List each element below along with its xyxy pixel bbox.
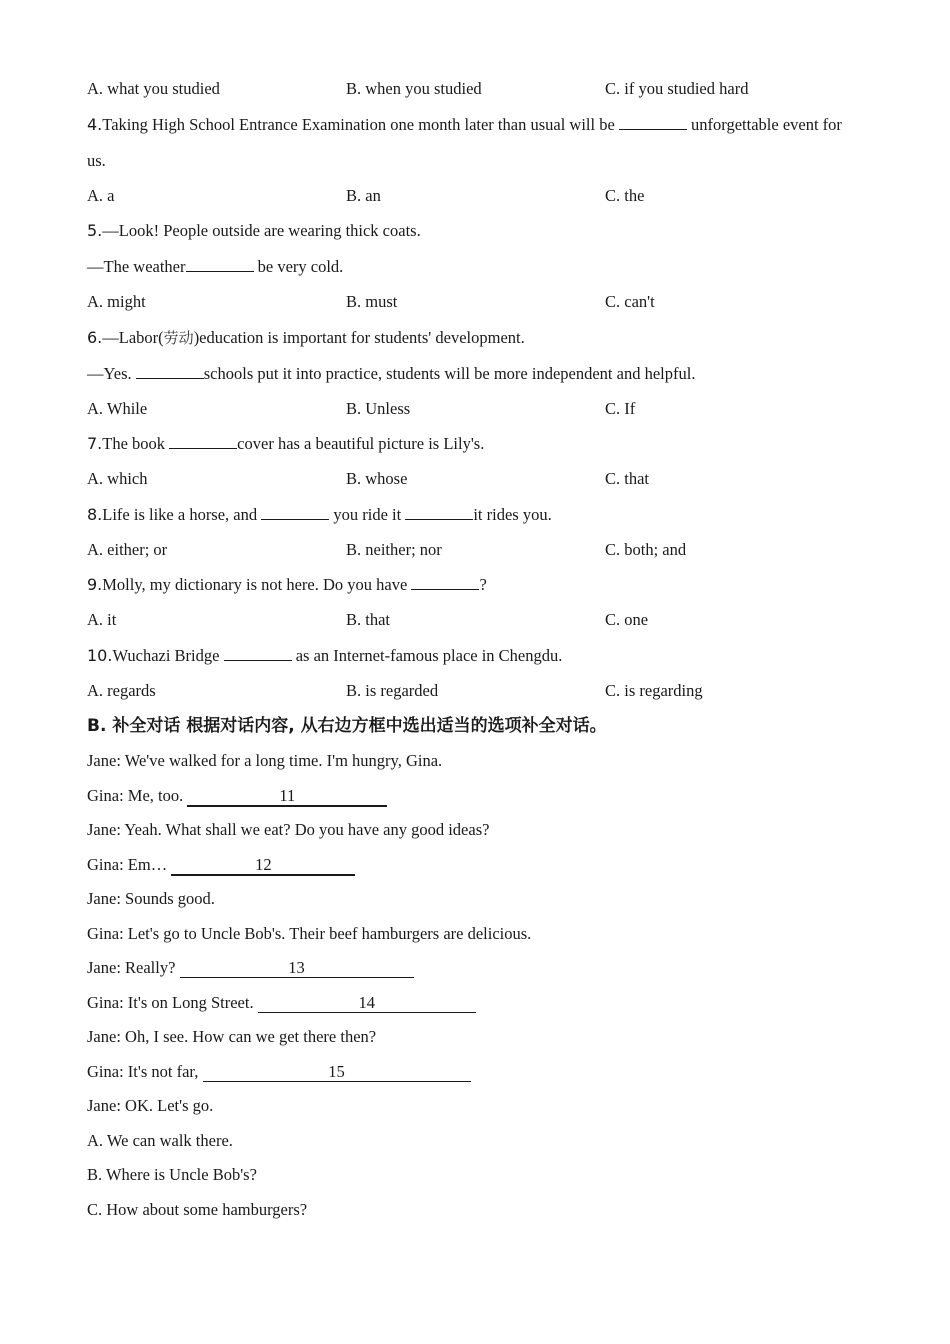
- q9-options: [87, 603, 867, 638]
- q4-text: Taking High School Entrance Examination one month later than usual will be: [102, 114, 619, 134]
- q5-options: [87, 285, 867, 320]
- q9-blank[interactable]: [411, 575, 479, 590]
- q4-option-c[interactable]: C. the: [605, 185, 645, 205]
- q7-text-after: cover has a beautiful picture is Lily's.: [237, 434, 485, 453]
- blank-12[interactable]: 12: [171, 856, 355, 876]
- q10-stem: [87, 638, 867, 674]
- dialogue-line-5: Jane: Sounds good.: [87, 889, 215, 908]
- q3-options: [87, 72, 867, 107]
- q6-line1-cjk: 劳动: [163, 328, 194, 347]
- worksheet-page: [87, 72, 867, 1227]
- dialogue-line-7: [87, 951, 867, 986]
- dialogue-line-9: Jane: Oh, I see. How can we get there then?: [87, 1027, 377, 1046]
- q5-option-a[interactable]: A. might: [87, 292, 146, 311]
- q6-option-c[interactable]: C. If: [605, 398, 636, 418]
- dialogue-line-4: [87, 848, 867, 883]
- q8-option-a[interactable]: A. either; or: [87, 539, 168, 559]
- q9-number: 9.: [87, 575, 103, 594]
- q7-text: The book: [102, 434, 170, 453]
- q10-blank[interactable]: [224, 646, 292, 661]
- q5-option-b[interactable]: B. must: [346, 292, 398, 311]
- q8-option-b[interactable]: B. neither; nor: [346, 539, 442, 559]
- section-b-heading: B. 补全对话 根据对话内容, 从右边方框中选出适当的选项补全对话。: [87, 716, 607, 736]
- dialogue-line-8-text: Gina: It's on Long Street.: [87, 992, 258, 1012]
- q10-number: 10.: [87, 645, 113, 665]
- q3-option-c[interactable]: C. if you studied hard: [605, 79, 749, 98]
- q4-option-b[interactable]: B. an: [346, 185, 381, 205]
- q10-option-b[interactable]: B. is regarded: [346, 680, 439, 700]
- q8-text-1: Life is like a horse, and: [102, 504, 262, 524]
- q5-blank[interactable]: [186, 257, 254, 272]
- q8-number: 8.: [87, 504, 103, 524]
- q5-option-c[interactable]: C. can't: [605, 292, 655, 311]
- blank-13[interactable]: 13: [180, 959, 414, 978]
- q8-stem: [87, 497, 867, 533]
- dialogue-line-11: Jane: OK. Let's go.: [87, 1096, 214, 1115]
- q3-option-b[interactable]: B. when you studied: [346, 79, 482, 98]
- q6-blank[interactable]: [136, 364, 204, 379]
- q9-option-c[interactable]: C. one: [605, 610, 649, 629]
- q8-text-2: you ride it: [329, 504, 406, 524]
- dialogue-line-2: [87, 779, 867, 814]
- q10-text-after: as an Internet-famous place in Chengdu.: [291, 645, 563, 665]
- blank-15[interactable]: 15: [203, 1063, 471, 1082]
- q3-option-a[interactable]: A. what you studied: [87, 79, 220, 98]
- q7-option-a[interactable]: A. which: [87, 469, 148, 488]
- q10-options: [87, 674, 867, 709]
- q6-line2: [87, 356, 867, 392]
- q10-option-a[interactable]: A. regards: [87, 680, 156, 700]
- dialogue-line-10: [87, 1055, 867, 1090]
- q6-line2-text: —Yes.: [87, 363, 136, 383]
- q8-text-3: it rides you.: [473, 504, 552, 524]
- choice-c[interactable]: C. How about some hamburgers?: [87, 1199, 308, 1219]
- q6-line2-after: schools put it into practice, students will be more independent and helpful.: [203, 363, 696, 383]
- q5-line2-text: —The weather: [87, 257, 186, 276]
- q4-text-after: unforgettable event for: [686, 114, 842, 134]
- q5-number: 5.: [87, 221, 103, 240]
- q7-blank[interactable]: [169, 434, 237, 449]
- q9-option-a[interactable]: A. it: [87, 610, 117, 629]
- q10-option-c[interactable]: C. is regarding: [605, 680, 703, 700]
- q9-stem: [87, 567, 867, 603]
- q4-option-a[interactable]: A. a: [87, 185, 115, 205]
- dialogue-line-7-text: Jane: Really?: [87, 958, 180, 977]
- q4-continuation: us.: [87, 150, 106, 170]
- q7-option-b[interactable]: B. whose: [346, 469, 408, 488]
- choice-a[interactable]: A. We can walk there.: [87, 1130, 233, 1150]
- q5-line2-after: be very cold.: [253, 257, 344, 276]
- q7-option-c[interactable]: C. that: [605, 469, 649, 488]
- q7-options: [87, 462, 867, 497]
- q6-line1-b: )education is important for students' development.: [193, 327, 525, 347]
- q6-line1-a: —Labor(: [102, 327, 164, 347]
- q4-number: 4.: [87, 114, 103, 134]
- q8-option-c[interactable]: C. both; and: [605, 539, 687, 559]
- q9-option-b[interactable]: B. that: [346, 610, 390, 629]
- q6-options: [87, 392, 867, 427]
- q8-options: [87, 533, 867, 568]
- q4-stem: [87, 107, 867, 143]
- q4-blank[interactable]: [619, 115, 687, 130]
- q5-stem: [87, 213, 867, 249]
- dialogue-line-6: Gina: Let's go to Uncle Bob's. Their beef hamburgers are delicious.: [87, 923, 532, 943]
- q5-line2: [87, 249, 867, 285]
- dialogue-line-10-text: Gina: It's not far,: [87, 1061, 203, 1081]
- q7-stem: [87, 426, 867, 462]
- blank-11[interactable]: 11: [187, 787, 387, 807]
- q8-blank-1[interactable]: [261, 505, 329, 520]
- q6-option-a[interactable]: A. While: [87, 398, 148, 418]
- q4-options: [87, 179, 867, 214]
- dialogue-line-2-text: Gina: Me, too.: [87, 785, 188, 805]
- blank-14[interactable]: 14: [258, 994, 476, 1013]
- dialogue-line-3: Jane: Yeah. What shall we eat? Do you have any good ideas?: [87, 820, 490, 839]
- dialogue-line-4-text: Gina: Em…: [87, 854, 172, 874]
- dialogue-line-8: [87, 986, 867, 1021]
- q9-text-after: ?: [479, 575, 487, 594]
- q7-number: 7.: [87, 434, 103, 453]
- q5-line1: —Look! People outside are wearing thick coats.: [102, 221, 421, 240]
- choice-b[interactable]: B. Where is Uncle Bob's?: [87, 1165, 257, 1184]
- q8-blank-2[interactable]: [405, 505, 473, 520]
- q9-text: Molly, my dictionary is not here. Do you have: [102, 575, 412, 594]
- q6-number: 6.: [87, 327, 103, 347]
- dialogue-line-1: Jane: We've walked for a long time. I'm hungry, Gina.: [87, 751, 443, 770]
- q6-option-b[interactable]: B. Unless: [346, 398, 411, 418]
- q6-stem: [87, 320, 867, 356]
- q10-text: Wuchazi Bridge: [112, 645, 224, 665]
